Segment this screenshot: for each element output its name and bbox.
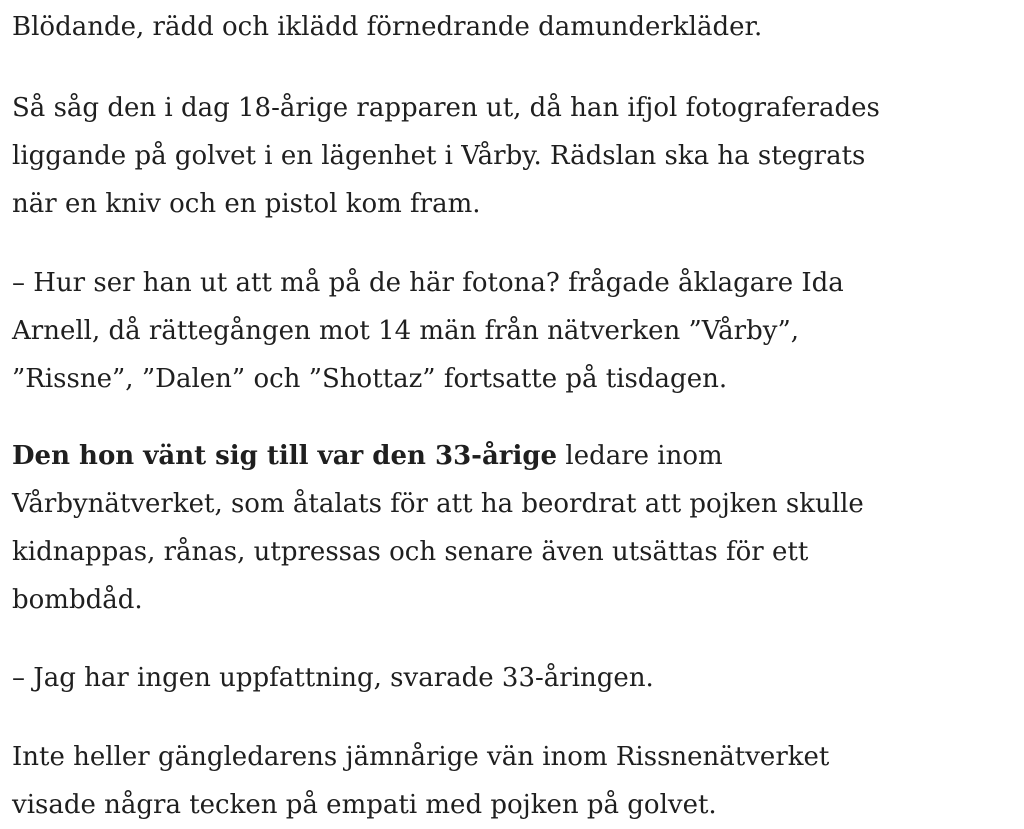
paragraph-4-line-1-rest: ledare inom	[557, 441, 723, 471]
paragraph-4-line-2: Vårbynätverket, som åtalats för att ha beordrat att pojken skulle	[12, 489, 864, 519]
paragraph-1	[12, 3, 762, 51]
paragraph-4-bold-lead: Den hon vänt sig till var den 33-årige	[12, 441, 558, 471]
paragraph-2-line-3: när en kniv och en pistol kom fram.	[12, 189, 481, 219]
paragraph-5-line-1: – Jag har ingen uppfattning, svarade 33-åringen.	[12, 663, 654, 693]
paragraph-3-line-2: Arnell, då rättegången mot 14 män från nätverken ”Vårby”,	[12, 316, 799, 346]
paragraph-4-line-3: kidnappas, rånas, utpressas och senare även utsättas för ett	[12, 537, 809, 567]
paragraph-2-line-1: Så såg den i dag 18-årige rapparen ut, då han ifjol fotograferades	[12, 93, 880, 123]
paragraph-3	[12, 259, 844, 403]
paragraph-4-line-4: bombdåd.	[12, 585, 143, 615]
paragraph-2	[12, 84, 880, 228]
paragraph-3-line-1: – Hur ser han ut att må på de här fotona? frågade åklagare Ida	[12, 268, 844, 298]
paragraph-2-line-2: liggande på golvet i en lägenhet i Vårby. Rädslan ska ha stegrats	[12, 141, 866, 171]
paragraph-6-line-1: Inte heller gängledarens jämnårige vän inom Rissnenätverket	[12, 742, 830, 772]
paragraph-5	[12, 654, 654, 702]
paragraph-4	[12, 432, 864, 624]
paragraph-6-line-2: visade några tecken på empati med pojken på golvet.	[12, 790, 717, 820]
paragraph-6	[12, 733, 829, 829]
paragraph-1-line-1: Blödande, rädd och iklädd förnedrande damunderkläder.	[12, 12, 763, 42]
paragraph-3-line-3: ”Rissne”, ”Dalen” och ”Shottaz” fortsatte på tisdagen.	[12, 364, 728, 394]
